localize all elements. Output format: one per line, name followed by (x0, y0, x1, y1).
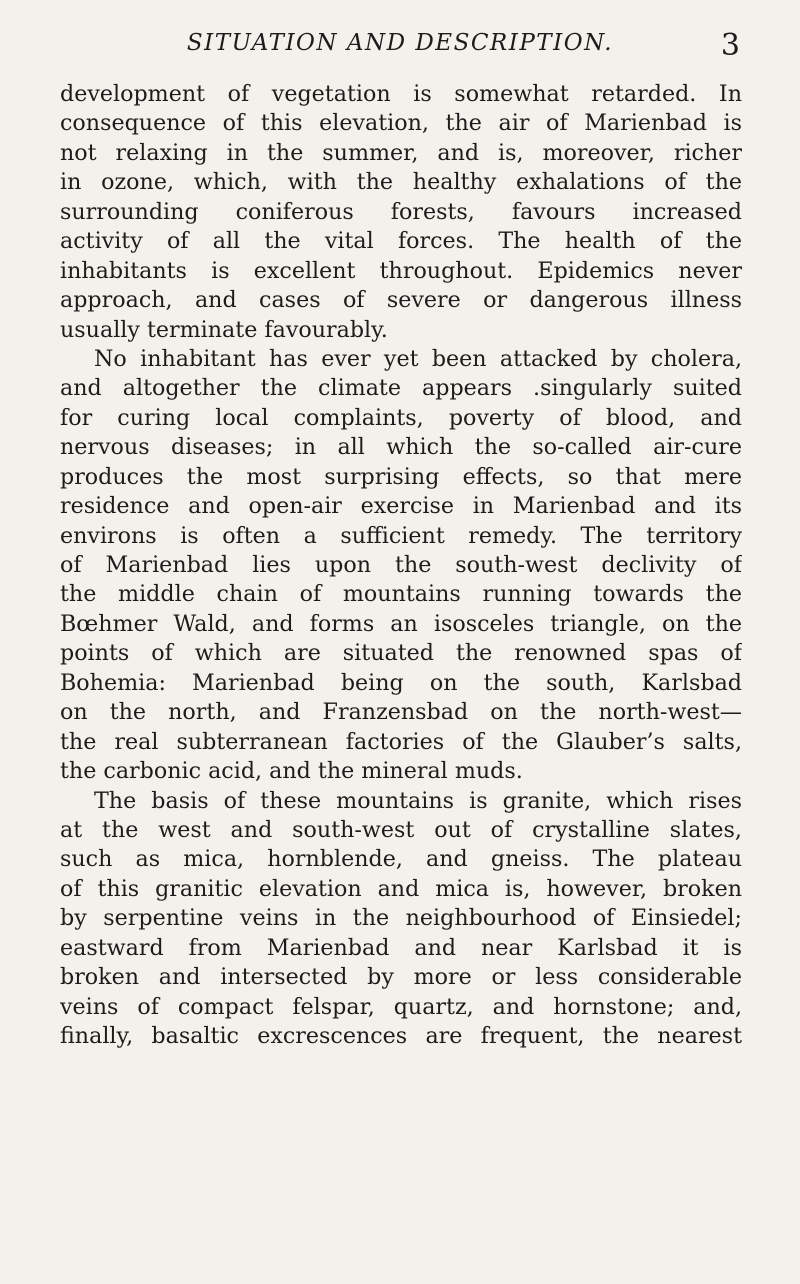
text-line: for curing local complaints, poverty of blood, and (60, 404, 742, 431)
text-line: such as mica, hornblende, and gneiss. The plateau (60, 846, 742, 873)
text-line: development of vegetation is somewhat retarded. In (60, 81, 742, 107)
running-head (60, 28, 740, 68)
text-line: the real subterranean factories of the Glauber’s salts, (60, 728, 742, 755)
text-line: produces the most surprising effects, so that mere (60, 463, 742, 490)
text-line: nervous diseases; in all which the so-called air-cure (60, 434, 742, 461)
text-line: surrounding coniferous forests, favours increased (60, 198, 742, 225)
text-line: residence and open-air exercise in Marienbad and its (60, 493, 742, 520)
text-line: of Marienbad lies upon the south-west declivity of (60, 552, 742, 578)
body-text (60, 80, 742, 1051)
text-line: by serpentine veins in the neighbourhood of Einsiedel; (60, 905, 742, 932)
text-line: finally, basaltic excrescences are frequent, the nearest (60, 1023, 742, 1049)
text-line: on the north, and Franzensbad on the north-west— (60, 699, 742, 726)
text-line: points of which are situated the renowned spas of (60, 640, 742, 667)
text-line: not relaxing in the summer, and is, moreover, richer (60, 139, 742, 166)
text-line: eastward from Marienbad and near Karlsbad it is (60, 934, 742, 961)
text-line: in ozone, which, with the healthy exhalations of the (60, 169, 742, 196)
text-line: broken and intersected by more or less considerable (60, 964, 742, 991)
text-line: and altogether the climate appears .singularly suited (60, 375, 742, 402)
text-line: No inhabitant has ever yet been attacked by cholera, (94, 345, 742, 372)
text-line: Bohemia: Marienbad being on the south, Karlsbad (60, 669, 742, 696)
text-line: of this granitic elevation and mica is, however, broken (60, 875, 742, 902)
page-number: 3 (720, 28, 740, 63)
text-line: at the west and south-west out of crystalline slates, (60, 816, 742, 843)
text-line: Bœhmer Wald, and forms an isosceles triangle, on the (60, 610, 742, 637)
text-line: the carbonic acid, and the mineral muds. (60, 758, 523, 785)
text-line: the middle chain of mountains running towards the (60, 581, 742, 608)
running-title: SITUATION AND DESCRIPTION. (186, 30, 614, 56)
text-line: approach, and cases of severe or dangerous illness (60, 287, 742, 314)
text-line: The basis of these mountains is granite, which rises (94, 787, 742, 814)
text-line: environs is often a sufficient remedy. The territory (60, 522, 742, 549)
text-line: consequence of this elevation, the air of Marienbad is (60, 110, 742, 137)
text-line: inhabitants is excellent throughout. Epidemics never (60, 257, 742, 284)
text-line: usually terminate favourably. (60, 316, 388, 343)
text-line: activity of all the vital forces. The health of the (60, 228, 742, 255)
text-line: veins of compact felspar, quartz, and hornstone; and, (60, 993, 742, 1020)
